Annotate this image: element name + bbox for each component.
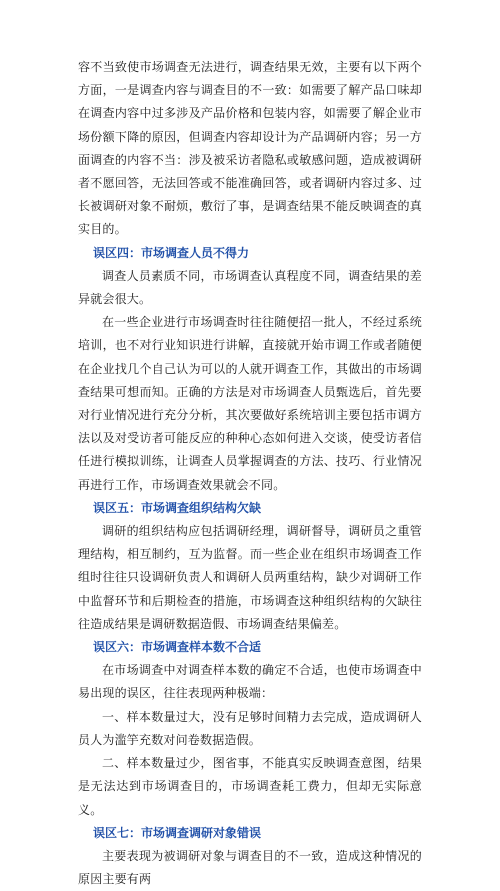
paragraph: 容不当致使市场调查无法进行，调查结果无效，主要有以下两个方面，一是调查内容与调查目的不一致：如需要了解产品口味却在调查内容中过多涉及产品价格和包装内容，如需要了解企业市场份额下降的原因，但调查内容却设计为产品调研内容；另一方面调查的内容不当：涉及被采访者隐私或敏感问题，造成被调研者不愿回答，无法回答或不能准确回答，或者调研内容过多、过长被调研对象不耐烦，敷衍了事，是调查结果不能反映调查的真实目的。 <box>78 60 422 237</box>
document-body <box>78 56 422 891</box>
paragraph: 在市场调查中对调查样本数的确定不合适，也使市场调查中易出现的误区，往往表现两种极端： <box>78 663 422 701</box>
section-heading: 误区七：市场调查调研对象错误 <box>93 825 262 840</box>
paragraph: 主要表现为被调研对象与调查目的不一致，造成这种情况的原因主要有两 <box>78 848 422 887</box>
paragraph: 在一些企业进行市场调查时往往随便招一批人，不经过系统培训，也不对行业知识进行讲解，直接就开始市调工作或者随便在企业找几个自己认为可以的人就开调查工作，其做出的市场调查结果可想而知。正确的方法是对市场调查人员甄选后，首先要对行业情况进行充分分析，其次要做好系统培训主要包括市调方法以及对受访者可能反应的种种心态如何进入交谈，使受访者信任进行模拟训练，让调查人员掌握调查的方法、技巧、行业情况再进行工作，市场调查效果就会不同。 <box>78 315 422 492</box>
section-heading: 误区四：市场调查人员不得力 <box>93 245 250 260</box>
section-heading: 误区五：市场调查组织结构欠缺 <box>93 500 262 515</box>
paragraph: 一、样本数量过大，没有足够时间精力去完成，造成调研人员人为滥竽充数对问卷数据造假。 <box>78 709 422 747</box>
paragraph: 二、样本数量过少，图省事，不能真实反映调查意图，结果是无法达到市场调查目的，市场调查耗工费力，但却无实际意义。 <box>78 756 422 817</box>
section-heading: 误区六：市场调查样本数不合适 <box>93 640 262 655</box>
paragraph: 调研的组织结构应包括调研经理，调研督导，调研员之重管理结构，相互制约，互为监督。而一些企业在组织市场调查工作组时往往只设调研负责人和调研人员两重结构，缺少对调研工作中监督环节和后期检查的措施，市场调查这种组织结构的欠缺往往造成结果是调研数据造假、市场调查结果偏差。 <box>78 524 422 631</box>
paragraph: 调查人员素质不同，市场调查认真程度不同，调查结果的差异就会很大。 <box>78 268 422 307</box>
